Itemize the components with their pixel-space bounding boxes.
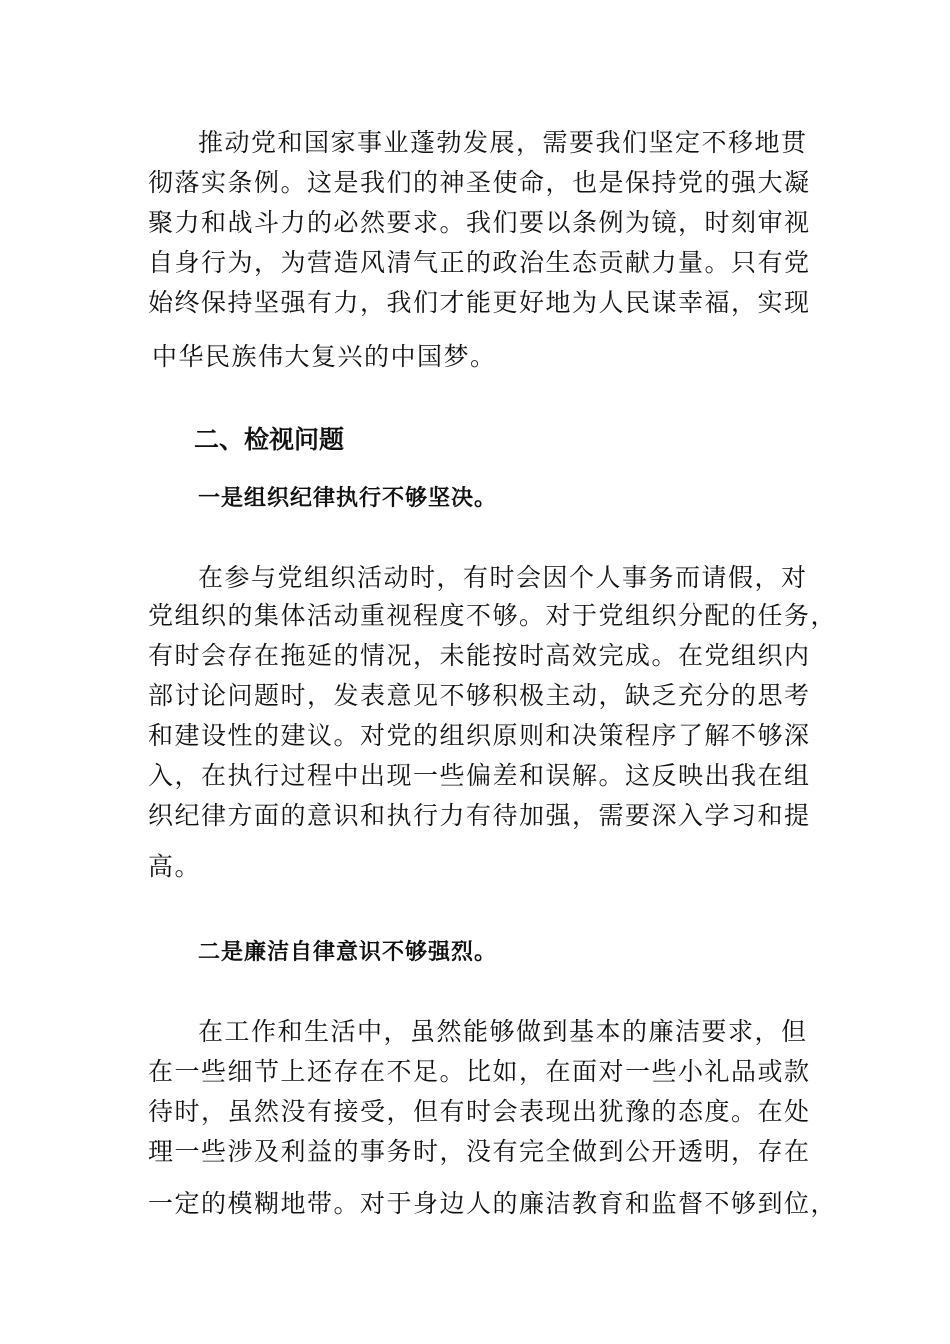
text-line: 在一些细节上还存在不足。比如，在面对一些小礼品或款	[148, 1057, 811, 1086]
text-line: 和建设性的建议。对党的组织原则和决策程序了解不够深	[148, 721, 811, 750]
subheading-integrity-self-discipline: 二是廉洁自律意识不够强烈。	[198, 940, 498, 965]
text-line: 始终保持坚强有力，我们才能更好地为人民谋幸福，实现	[148, 288, 811, 317]
subheading-organization-discipline: 一是组织纪律执行不够坚决。	[198, 486, 498, 511]
text-line: 聚力和战斗力的必然要求。我们要以条例为镜，时刻审视	[148, 208, 811, 237]
text-line: 彻落实条例。这是我们的神圣使命，也是保持党的强大凝	[148, 168, 811, 197]
text-line: 党组织的集体活动重视程度不够。对于党组织分配的任务，	[148, 601, 838, 630]
text-line: 在参与党组织活动时，有时会因个人事务而请假，对	[198, 563, 808, 592]
text-line: 待时，虽然没有接受，但有时会表现出犹豫的态度。在处	[148, 1097, 811, 1126]
text-line: 在工作和生活中，虽然能够做到基本的廉洁要求，但	[198, 1017, 808, 1046]
text-line: 高。	[148, 852, 202, 881]
text-line: 有时会存在拖延的情况，未能按时高效完成。在党组织内	[148, 641, 811, 670]
section-heading: 二、检视问题	[194, 425, 345, 454]
text-line: 织纪律方面的意识和执行力有待加强，需要深入学习和提	[148, 801, 811, 830]
text-line: 推动党和国家事业蓬勃发展，需要我们坚定不移地贯	[198, 128, 808, 157]
text-line: 中华民族伟大复兴的中国梦。	[152, 342, 497, 371]
text-line: 部讨论问题时，发表意见不够积极主动，缺乏充分的思考	[148, 681, 811, 710]
text-line: 理一些涉及利益的事务时，没有完全做到公开透明，存在	[148, 1137, 811, 1166]
text-line: 入，在执行过程中出现一些偏差和误解。这反映出我在组	[148, 761, 811, 790]
text-line: 自身行为，为营造风清气正的政治生态贡献力量。只有党	[148, 248, 811, 277]
text-line: 一定的模糊地带。对于身边人的廉洁教育和监督不够到位，	[148, 1189, 838, 1218]
